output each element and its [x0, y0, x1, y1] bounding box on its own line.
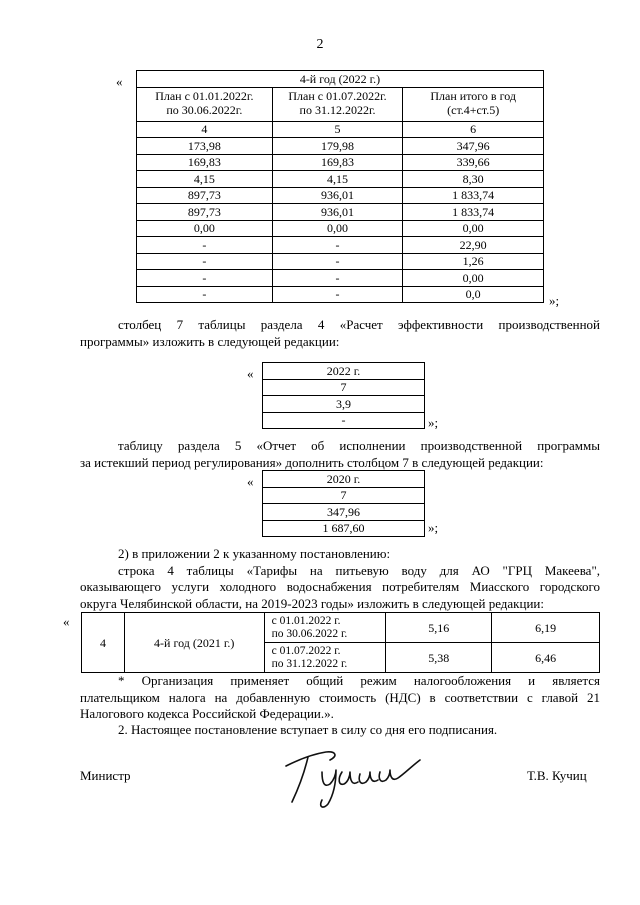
table-cell: 0,00 — [137, 220, 273, 237]
header-cell: План с 01.07.2022г. по 31.12.2022г. — [272, 87, 403, 121]
table-row — [263, 412, 425, 429]
table-cell: 4,15 — [137, 171, 273, 188]
table-row — [137, 286, 544, 303]
text-line: за истекший период регулирования» дополнить столбцом 7 в следующей редакции: — [80, 454, 544, 470]
paragraph-appendix2 — [80, 546, 600, 612]
period-cell: с 01.01.2022 г. по 30.06.2022 г. — [264, 613, 386, 643]
text-line: 2. Настоящее постановление вступает в силу со дня его подписания. — [118, 722, 498, 737]
table-row — [263, 520, 425, 537]
footnote-vat — [80, 673, 600, 723]
table-cell: 8,30 — [403, 171, 544, 188]
table-cell: - — [137, 270, 273, 287]
table-cell: 1 833,74 — [403, 204, 544, 221]
table-cell: 2020 г. — [263, 471, 425, 488]
table-row — [263, 471, 425, 488]
table-row — [137, 237, 544, 254]
table-cell: 1,26 — [403, 253, 544, 270]
table-row — [263, 379, 425, 396]
handwritten-signature — [278, 730, 428, 810]
col-number: 5 — [272, 121, 403, 138]
text-line: программы» изложить в следующей редакции: — [80, 333, 340, 349]
tariff-value: 5,16 — [386, 613, 492, 643]
table-efficiency-col7 — [262, 362, 425, 429]
table-cell: 347,96 — [263, 504, 425, 521]
table-cell: 0,00 — [403, 220, 544, 237]
table-row — [137, 171, 544, 188]
table-cell: 179,98 — [272, 138, 403, 155]
table-cell: 4,15 — [272, 171, 403, 188]
table-cell: - — [272, 286, 403, 303]
table-cell: 173,98 — [137, 138, 273, 155]
text-line: округа Челябинской области, на 2019-2023 годы» изложить в следующей редакции: — [80, 595, 544, 611]
table-row — [137, 270, 544, 287]
table-row — [263, 396, 425, 413]
table-cell: 897,73 — [137, 187, 273, 204]
table-cell: - — [137, 286, 273, 303]
text-line: столбец 7 таблицы раздела 4 «Расчет эффективности производственной — [118, 317, 600, 332]
table-cell: - — [272, 237, 403, 254]
table-cell: - — [137, 253, 273, 270]
table-cell: 169,83 — [272, 154, 403, 171]
text-line: строка 4 таблицы «Тарифы на питьевую воду для АО "ГРЦ Макеева", — [118, 562, 600, 578]
table-cell: 339,66 — [403, 154, 544, 171]
tariff-value: 5,38 — [386, 643, 492, 673]
quote-open-4: « — [63, 614, 70, 629]
table-cell: 169,83 — [137, 154, 273, 171]
paragraph-column7 — [80, 317, 600, 350]
table-cell: - — [272, 270, 403, 287]
table-cell: 936,01 — [272, 204, 403, 221]
table-row — [263, 363, 425, 380]
header-cell: План с 01.01.2022г. по 30.06.2022г. — [137, 87, 273, 121]
table-row — [263, 487, 425, 504]
table-cell: 0,0 — [403, 286, 544, 303]
table-cell: 0,00 — [403, 270, 544, 287]
table-row — [137, 220, 544, 237]
table-cell: 2022 г. — [263, 363, 425, 380]
signatory-name: Т.В. Кучиц — [527, 768, 587, 783]
text-line: * Организация применяет общий режим налогообложения и является — [118, 673, 600, 688]
period-cell: с 01.07.2022 г. по 31.12.2022 г. — [264, 643, 386, 673]
text-line: таблицу раздела 5 «Отчет об исполнении производственной программы — [118, 438, 600, 453]
tariff-value: 6,46 — [492, 643, 600, 673]
table-row — [137, 154, 544, 171]
table-cell: 347,96 — [403, 138, 544, 155]
table-report-col7 — [262, 470, 425, 537]
quote-open-1: « — [116, 74, 123, 89]
table-cell: - — [272, 253, 403, 270]
text-line: 2) в приложении 2 к указанному постановлению: — [118, 546, 391, 561]
col-number: 4 — [137, 121, 273, 138]
table-year4-plan — [136, 70, 544, 303]
table-title: 4-й год (2022 г.) — [137, 71, 544, 88]
table-row — [263, 504, 425, 521]
quote-close-1: »; — [549, 293, 560, 308]
text-line: Налогового кодекса Российской Федерации.». — [80, 706, 334, 721]
table-cell: - — [137, 237, 273, 254]
table-cell: 1 833,74 — [403, 187, 544, 204]
quote-open-3: « — [247, 474, 254, 489]
signatory-position: Министр — [80, 768, 131, 783]
table-row — [137, 253, 544, 270]
table-cell: 897,73 — [137, 204, 273, 221]
text-line: плательщиком налога на добавленную стоимость (НДС) в соответствии с главой 21 — [80, 689, 600, 705]
page-number: 2 — [316, 37, 324, 52]
table-cell: - — [263, 412, 425, 429]
quote-open-2: « — [247, 366, 254, 381]
table-cell: 22,90 — [403, 237, 544, 254]
tariff-value: 6,19 — [492, 613, 600, 643]
table-row — [137, 138, 544, 155]
col-number: 6 — [403, 121, 544, 138]
quote-close-3: »; — [428, 520, 439, 535]
text-line: оказывающего услуги холодного водоснабжения потребителям Миасского городского — [80, 579, 600, 594]
header-cell: План итого в год (ст.4+ст.5) — [403, 87, 544, 121]
table-row — [137, 204, 544, 221]
table-cell: 7 — [263, 487, 425, 504]
row-number: 4 — [82, 613, 125, 673]
table-row — [137, 187, 544, 204]
table-cell: 3,9 — [263, 396, 425, 413]
table-cell: 0,00 — [272, 220, 403, 237]
table-cell: 936,01 — [272, 187, 403, 204]
year-cell: 4-й год (2021 г.) — [124, 613, 264, 673]
paragraph-report — [80, 438, 600, 471]
table-tariffs-row4 — [81, 612, 600, 673]
quote-close-2: »; — [428, 415, 439, 430]
table-cell: 1 687,60 — [263, 520, 425, 537]
table-cell: 7 — [263, 379, 425, 396]
